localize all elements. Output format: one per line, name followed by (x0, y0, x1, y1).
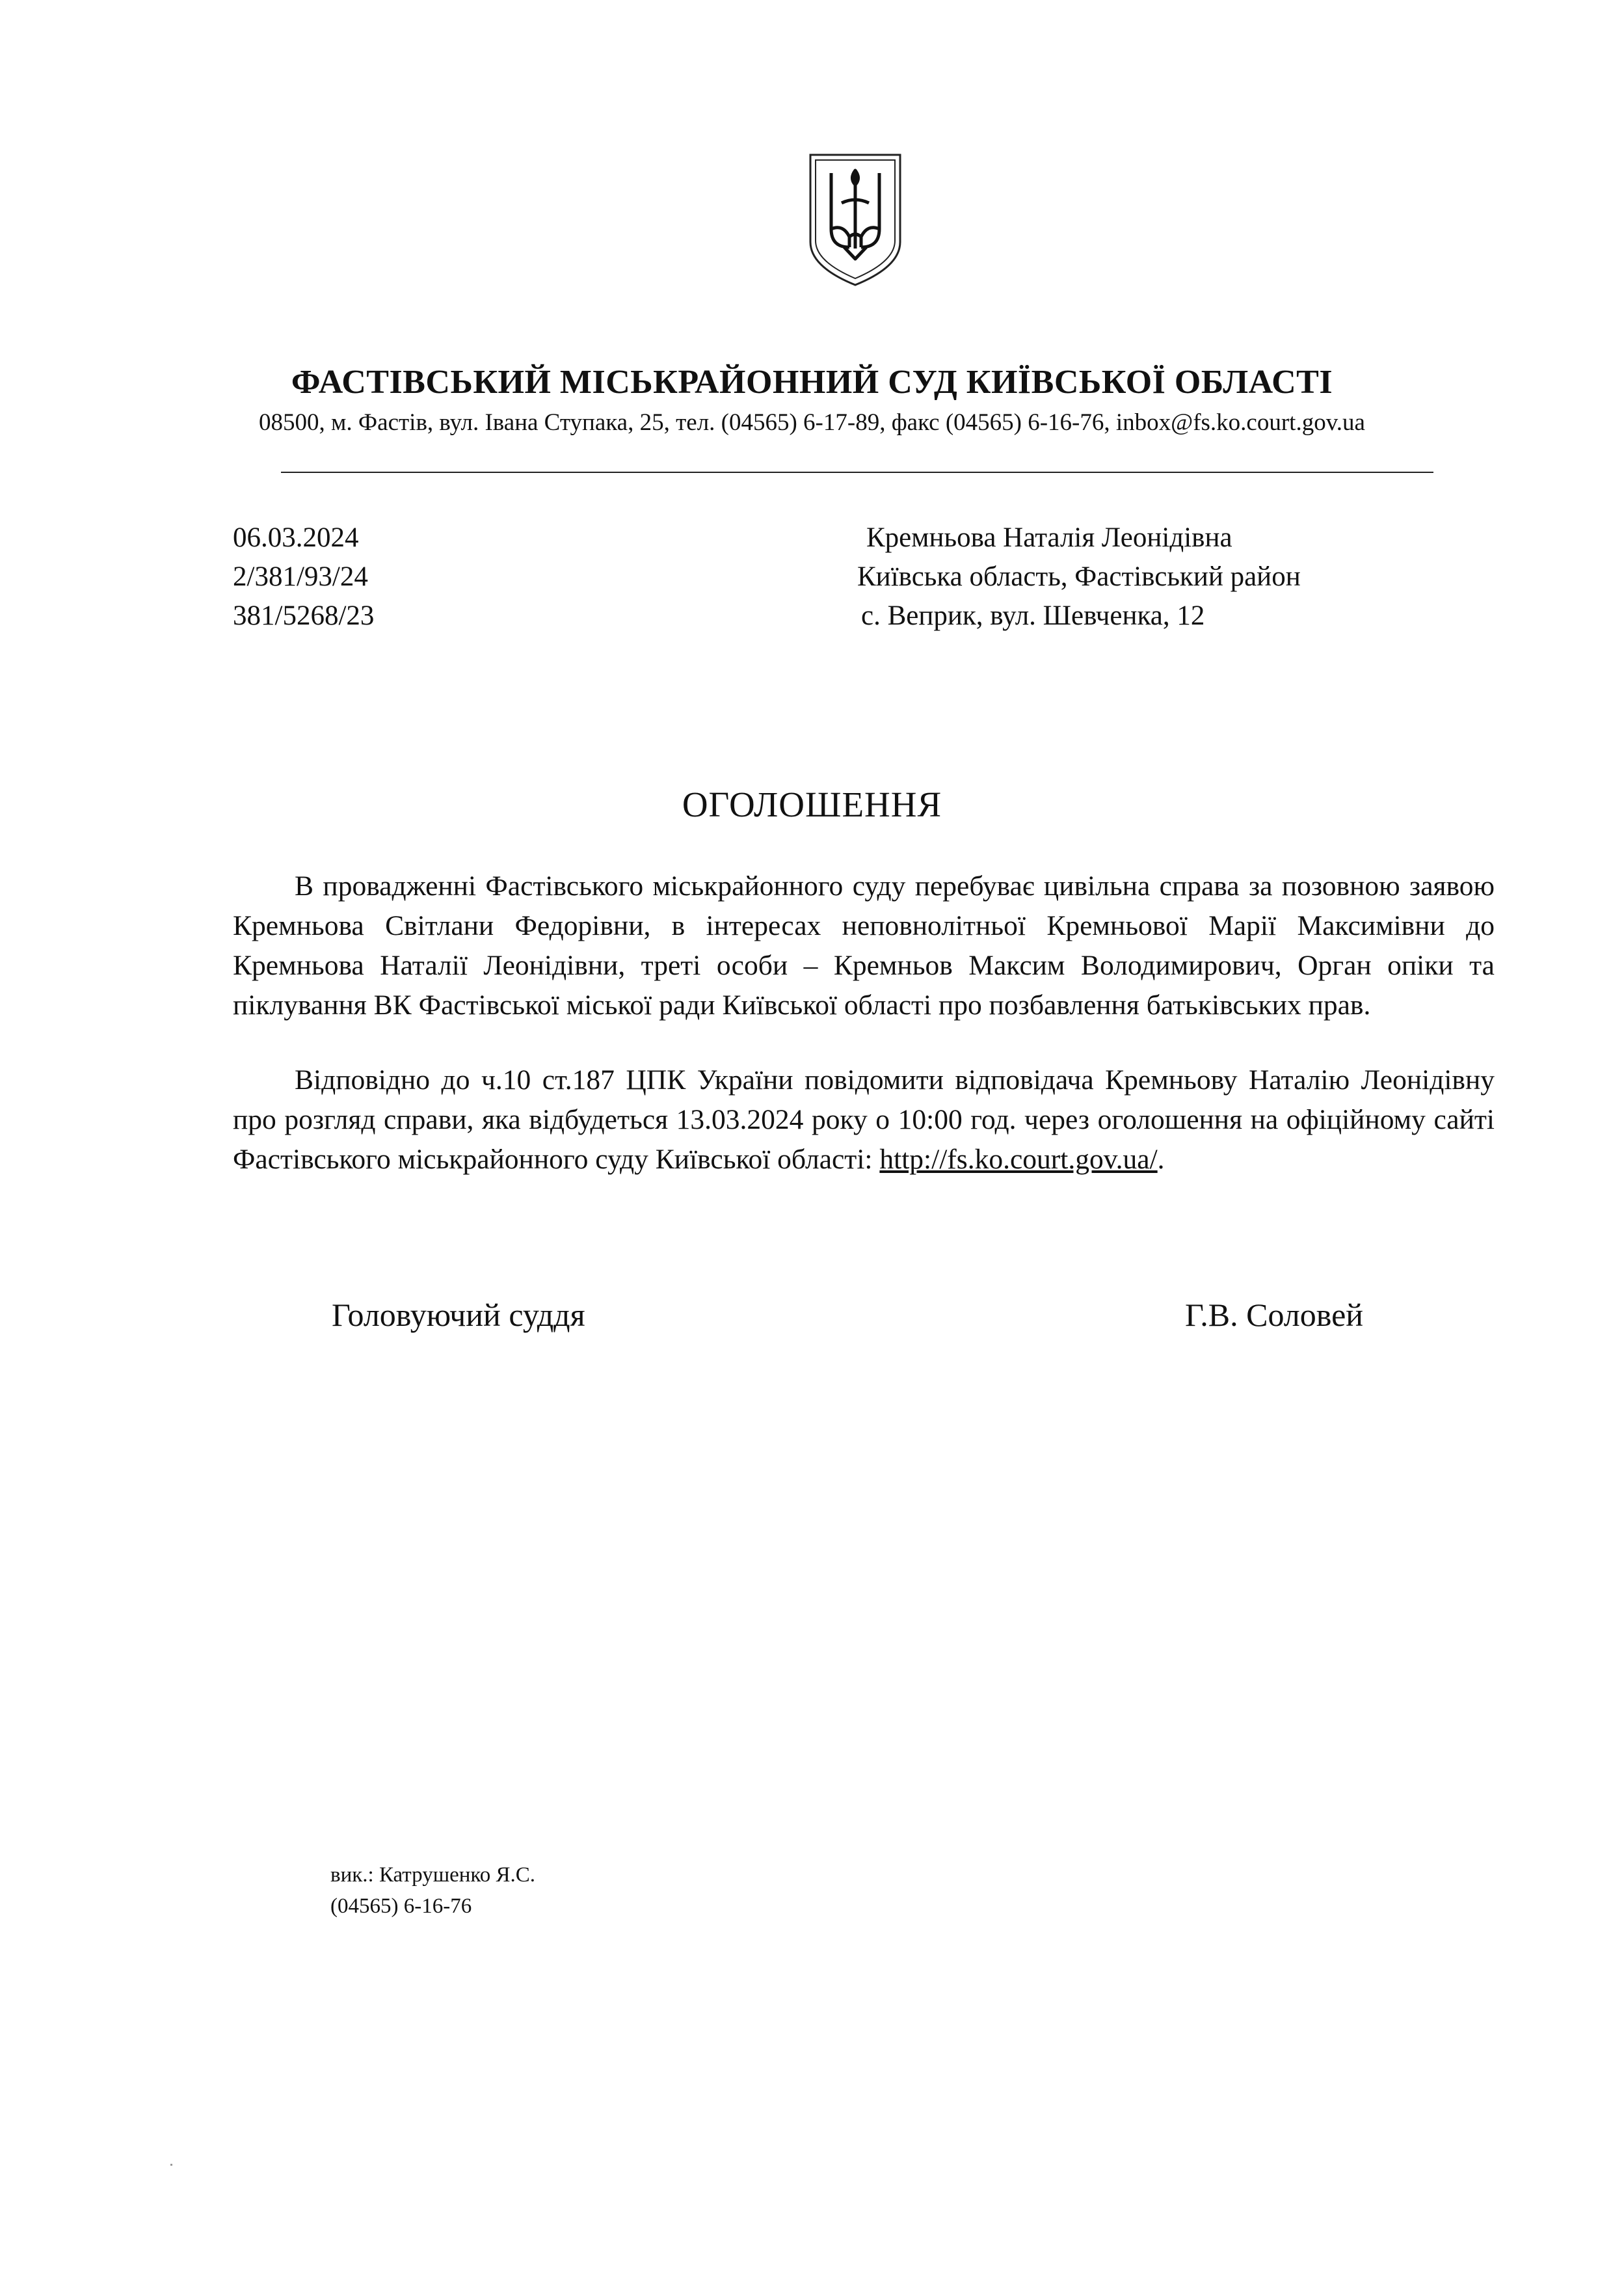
notice-title: ОГОЛОШЕННЯ (682, 785, 942, 824)
recipient-address: с. Веприк, вул. Шевченка, 12 (861, 600, 1205, 631)
notice-paragraph-2-end: . (1157, 1144, 1165, 1175)
notice-paragraph-1: В провадженні Фастівського міськрайонного суду перебуває цивільна справа за позовною заявою Кремньова Світлани Федорівни, в інтересах неповнолітньої Кремньової Марії Максимівни до Кремньова Наталії Леонідівни, треті особи – Кремньов Максим Володимирович, Орган опіки та піклування ВК Фастівської міської ради Київської області про позбавлення батьківських прав. (233, 870, 1495, 1021)
recipient-block (857, 519, 1301, 636)
header-divider (281, 472, 1433, 473)
court-address: 08500, м. Фастів, вул. Івана Ступака, 25, тел. (04565) 6-17-89, факс (04565) 6-16-76, inbox@fs.ko.court.gov.ua (259, 409, 1365, 436)
outgoing-number: 2/381/93/24 (233, 561, 368, 592)
document-date: 06.03.2024 (233, 522, 359, 553)
case-number: 381/5268/23 (233, 600, 375, 631)
court-website-link[interactable]: http://fs.ko.court.gov.ua/ (879, 1144, 1158, 1175)
trident-coat-of-arms-icon (806, 151, 904, 289)
executor-name: вик.: Катрушенко Я.С. (330, 1863, 536, 1887)
judge-name: Г.В. Соловей (1185, 1297, 1364, 1333)
executor-phone: (04565) 6-16-76 (330, 1894, 472, 1918)
recipient-name: Кремньова Наталія Леонідівна (866, 522, 1232, 553)
recipient-region: Київська область, Фастівський район (857, 561, 1301, 592)
presiding-judge-title: Головуючий суддя (332, 1297, 585, 1333)
notice-paragraph-2-text: Відповідно до ч.10 ст.187 ЦПК України повідомити відповідача Кремньову Наталію Леонідівну про розгляд справи, яка відбудеться 13.03.2024 року о 10:00 год. через оголошення на офіційному сайті Фастівського міськрайонного суду Київської області: (233, 1064, 1495, 1175)
document-meta (233, 519, 374, 636)
court-name: ФАСТІВСЬКИЙ МІСЬКРАЙОННИЙ СУД КИЇВСЬКОЇ ОБЛАСТІ (291, 364, 1333, 401)
notice-paragraph-2 (233, 1060, 1495, 1179)
scan-artifact (170, 2164, 172, 2166)
